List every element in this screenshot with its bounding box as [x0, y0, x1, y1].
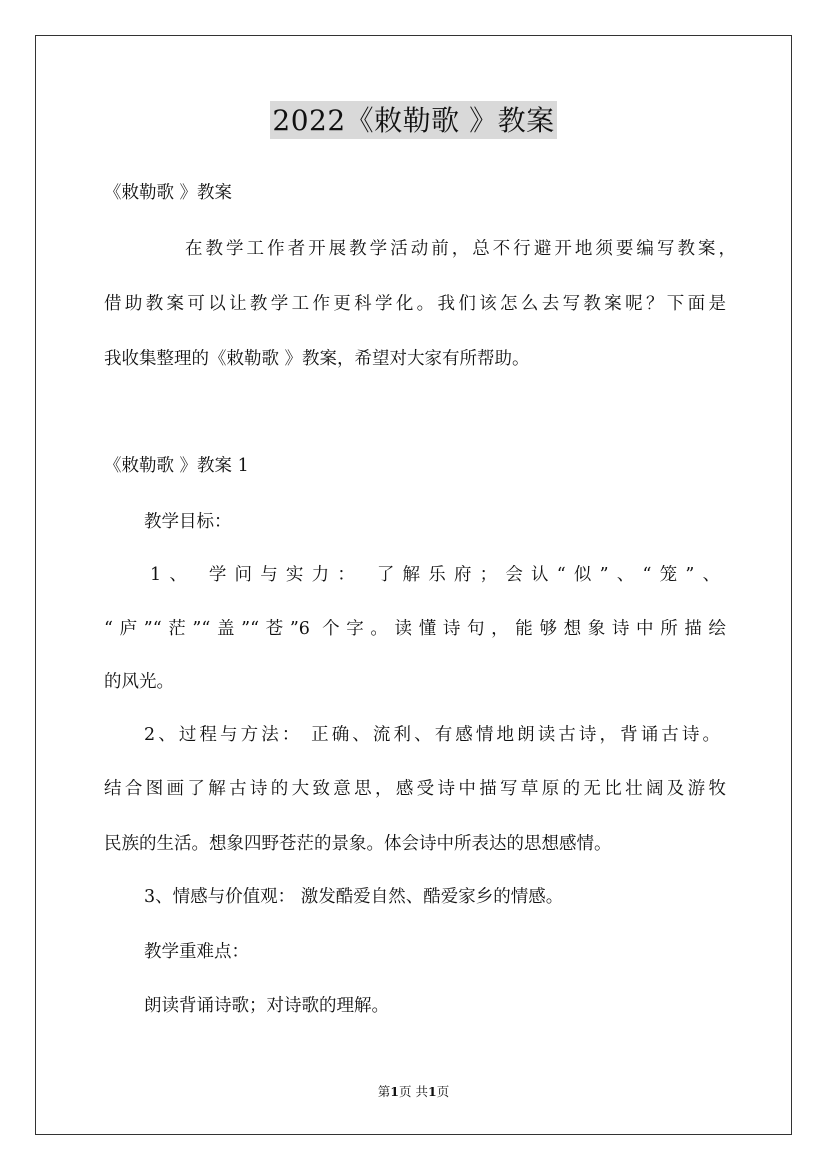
- goal1-line-3: 的风光。: [104, 672, 174, 692]
- goal2-line-3: 民族的生活。想象四野苍茫的景象。体会诗中所表达的思想感情。: [104, 834, 612, 854]
- document-subtitle: 《敕勒歌 》教案: [104, 183, 233, 203]
- goal3-line: 3、情感与价值观： 激发酷爱自然、酷爱家乡的情感。: [144, 887, 564, 907]
- goal1-line-1: 1、 学问与实力： 了解乐府；会认“似”、“笼”、: [150, 565, 720, 585]
- footer-suffix: 页: [436, 1084, 450, 1099]
- document-title-wrap: [0, 101, 827, 141]
- goal2-line-1: 2、过程与方法： 正确、流利、有感情地朗读古诗，背诵古诗。: [144, 725, 720, 745]
- intro-line-1: 在教学工作者开展教学活动前，总不行避开地须要编写教案，: [185, 239, 736, 259]
- key-points-text: 朗读背诵诗歌；对诗歌的理解。: [144, 996, 389, 1016]
- section-heading: 《敕勒歌 》教案 1: [104, 456, 249, 476]
- footer-total-pages: 1: [427, 1084, 437, 1099]
- footer-page-number: 1: [390, 1084, 399, 1099]
- intro-line-2: 借助教案可以让教学工作更科学化。我们该怎么去写教案呢？下面是: [104, 294, 726, 314]
- intro-line-3: 我收集整理的《敕勒歌 》教案，希望对大家有所帮助。: [104, 349, 530, 369]
- key-points-label: 教学重难点：: [144, 942, 249, 962]
- page-footer: [0, 1083, 827, 1101]
- goal1-line-2: “庐”“茫”“盖”“苍”6 个字。读懂诗句，能够想象诗中所描绘: [104, 619, 726, 639]
- goal2-line-2: 结合图画了解古诗的大致意思，感受诗中描写草原的无比壮阔及游牧: [104, 779, 726, 799]
- footer-prefix: 第: [377, 1084, 391, 1099]
- goals-label: 教学目标：: [144, 512, 232, 532]
- document-title: 2022《敕勒歌 》教案: [270, 101, 556, 139]
- footer-mid: 页 共: [399, 1084, 428, 1099]
